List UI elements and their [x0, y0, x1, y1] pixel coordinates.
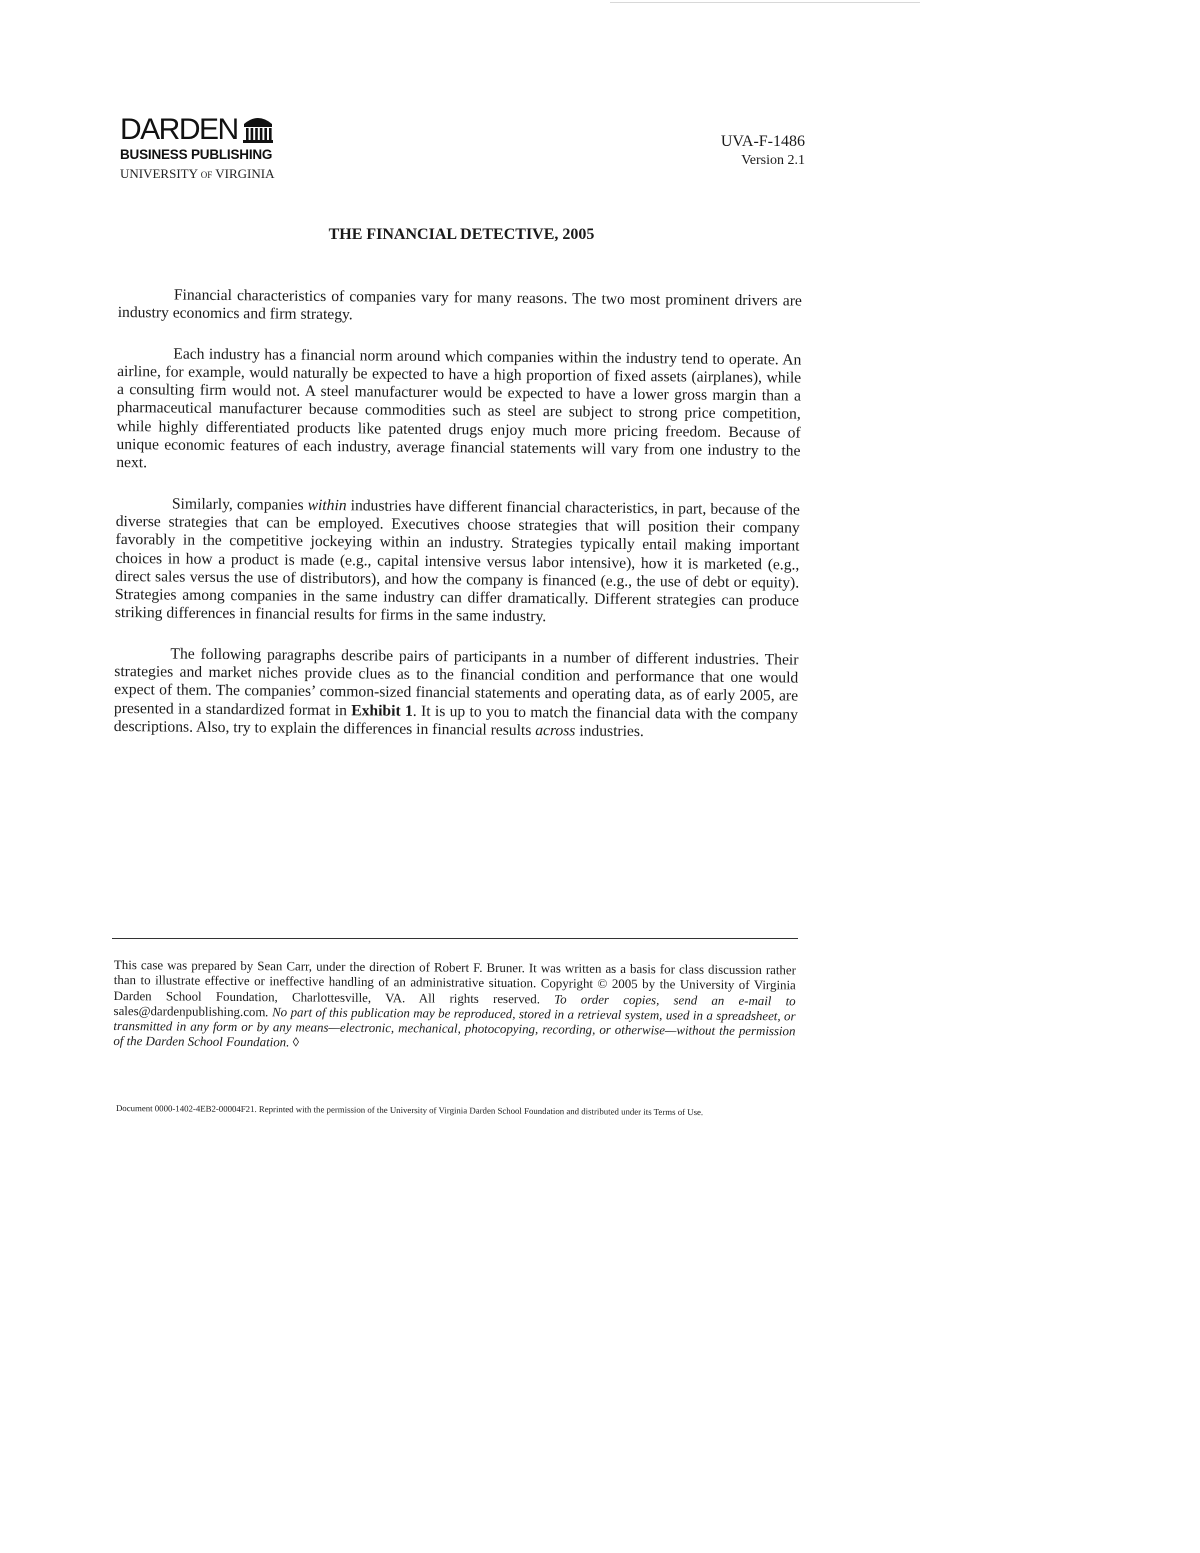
paragraph-4-emphasis: across	[535, 721, 576, 740]
case-version: Version 2.1	[741, 153, 805, 168]
footnote-rights-text: . No part of this publication may be reproduced, stored in a retrieval system, used in a spreadsheet, or transmitted in any form or by any means—electronic, mechanical, photocopying, recording, or otherwise—without the permission of the Darden School Foundation.	[113, 1005, 796, 1050]
paragraph-4-middle: . It is up to you to match the financial data with the company descriptions. Also, try to explain the differences in financial results	[113, 702, 798, 739]
footnote-text: This case was prepared by Sean Carr, under the direction of Robert F. Bruner. It was written as a basis for class discussion rather than to illustrate effective or ineffective handling of an administrative situation. Copyright © 2005 by the University of Virginia Darden School Foundation, Charlottesville, VA. All rights reserved.	[113, 958, 796, 1007]
case-body	[113, 286, 802, 765]
copyright-footnote	[113, 958, 796, 1055]
paragraph-4-end: industries.	[575, 722, 644, 741]
paragraph-3-emphasis: within	[307, 496, 347, 514]
paragraph-3-rest: industries have different financial characteristics, in part, because of the diverse strategies that can be employed. Executives choose strategies that will position their company favorably in the competitive jockeying within an industry. Strategies typically entail making important choices in how a product is made (e.g., capital intensive versus labor intensive), how it is marketed (e.g., direct sales versus the use of distributors), and how the company is financed (e.g., the use of debt or equity). Strategies among companies in the same industry can differ dramatically. Different strategies can produce striking differences in financial results for firms in the same industry.	[114, 496, 800, 626]
footnote-email: sales@dardenpublishing.com	[113, 1003, 266, 1020]
logo-subtitle: BUSINESS PUBLISHING	[120, 147, 273, 162]
scan-artifact-line	[610, 2, 920, 3]
logo-university: UNIVERSITY of VIRGINIA	[120, 166, 275, 181]
footnote-mark: ◊	[289, 1035, 300, 1050]
paragraph-3	[115, 495, 800, 630]
case-number: UVA-F-1486	[720, 133, 805, 150]
case-identifier	[721, 132, 805, 170]
footnote-divider	[112, 938, 798, 939]
exhibit-reference: Exhibit 1	[351, 701, 413, 720]
darden-logo	[120, 110, 320, 182]
paragraph-3-lead: Similarly, companies	[171, 495, 308, 514]
footnote-order-text: To order copies, send an e-mail to	[554, 992, 796, 1008]
rotunda-icon	[242, 114, 274, 144]
paragraph-4-lead: The following paragraphs describe pairs of participants in a number of different industries. Their strategies and market niches provide clues as to the financial condition and performance that one would expect of them. The companies’ common-sized financial statements and operating data, as of early 2005, are presented in a standardized format in	[113, 645, 799, 719]
page-title: THE FINANCIAL DETECTIVE, 2005	[328, 226, 595, 243]
paragraph-2: Each industry has a financial norm around which companies within the industry tend to operate. An airline, for example, would naturally be expected to have a high proportion of fixed assets (airplanes), while a consulting firm would not. A steel manufacturer would be expected to have a lower gross margin than a pharmaceutical manufacturer because commodities such as steel are subject to strong price competition, while highly differentiated products like patented drugs enjoy much more pricing freedom. Because of unique economic features of each industry, average financial statements will vary from one industry to the next.	[116, 345, 802, 472]
logo-wordmark: DARDEN	[120, 113, 238, 146]
paragraph-1: Financial characteristics of companies vary for many reasons. The two most prominent drivers are industry economics and firm strategy.	[117, 286, 802, 324]
paragraph-4	[114, 645, 799, 743]
document-id-line: Document 0000-1402-4EB2-00004F21. Reprinted with the permission of the University of Virginia Darden School Foundation and distributed under its Terms of Use.	[115, 1103, 704, 1118]
